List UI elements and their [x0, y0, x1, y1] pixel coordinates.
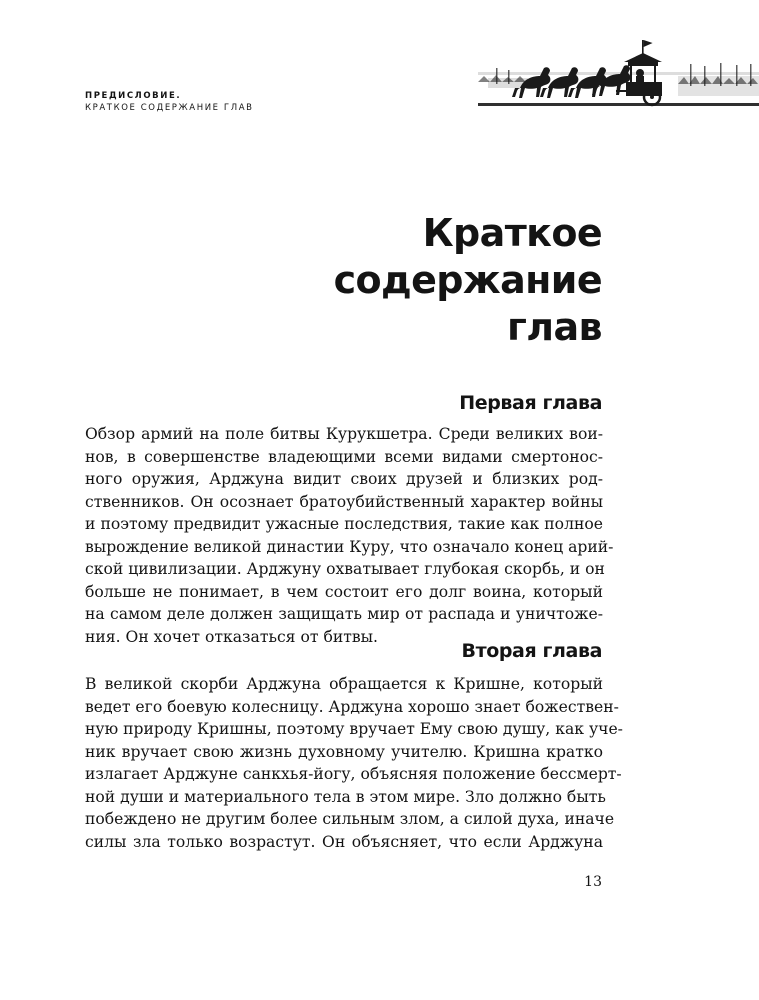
section-heading-second: Вторая глава [461, 640, 602, 662]
chariot-army-illustration [478, 36, 759, 116]
text-line: ственников. Он осознает братоубийственный характер войны [85, 492, 603, 511]
text-line: побеждено не другим более сильным злом, а силой духа, иначе [85, 810, 615, 828]
text-line: ную природу Кришны, поэтому вручает Ему свою душу, как уче- [85, 720, 623, 738]
text-line: вырождение великой династии Куру, что означало конец арий- [85, 537, 614, 556]
section-heading-first: Первая глава [459, 392, 602, 414]
running-head [85, 90, 254, 114]
text-line: ведет его боевую колесницу. Арджуна хорошо знает божествен- [85, 697, 619, 716]
text-line: В великой скорби Арджуна обращается к Кришне, который [85, 675, 603, 693]
chapter-title-line: Краткое [422, 211, 602, 255]
section-body-second [85, 673, 623, 853]
text-line: Обзор армий на поле битвы Курукшетра. Среди великих вои- [85, 425, 603, 443]
text-line: излагает Арджуне санкхья-йогу, объясняя положение бессмерт- [85, 765, 622, 783]
chapter-title-line: содержание [333, 258, 602, 302]
text-line: ния. Он хочет отказаться от битвы. [85, 627, 379, 646]
text-line: ного оружия, Арджуна видит своих друзей и близких род- [85, 470, 603, 488]
chapter-title-line: глав [507, 305, 602, 349]
text-line: на самом деле должен защищать мир от распада и уничтоже- [85, 605, 603, 623]
text-line: ской цивилизации. Арджуну охватывает глубокая скорбь, и он [85, 560, 605, 578]
chapter-title [334, 210, 602, 351]
text-line: ник вручает свою жизнь духовному учителю. Кришна кратко [85, 742, 603, 761]
text-line: силы зла только возрастут. Он объясняет, что если Арджуна [85, 832, 603, 851]
text-line: ной души и материального тела в этом мире. Зло должно быть [85, 787, 606, 806]
section-body-first [85, 423, 614, 648]
text-line: нов, в совершенстве владеющими всеми видами смертонос- [85, 447, 603, 466]
text-line: больше не понимает, в чем состоит его долг воина, который [85, 582, 603, 601]
page-number: 13 [584, 874, 602, 890]
running-head-section: ПРЕДИСЛОВИЕ. [85, 91, 182, 101]
running-head-subsection: КРАТКОЕ СОДЕРЖАНИЕ ГЛАВ [85, 103, 254, 113]
text-line: и поэтому предвидит ужасные последствия, такие как полное [85, 515, 603, 533]
